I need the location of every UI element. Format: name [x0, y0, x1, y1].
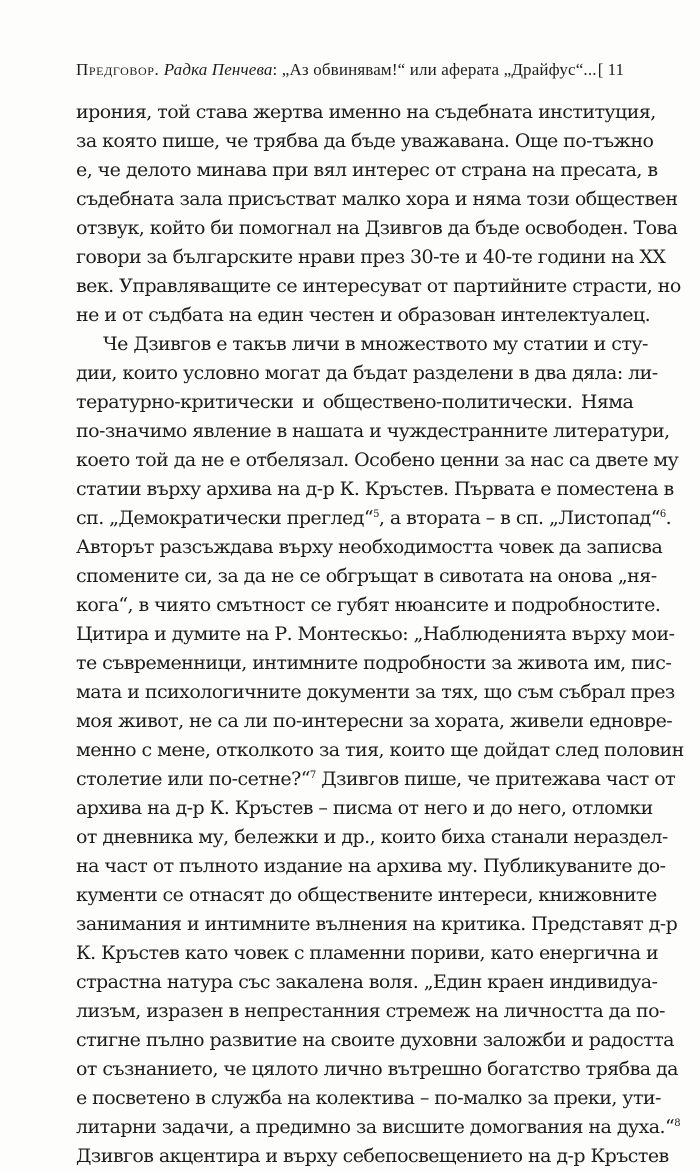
- text-segment: Цитира и думите на Р. Монтескьо: „Наблюденията върху мои-: [76, 623, 675, 645]
- text-segment: занимания и интимните вълнения на критика. Представят д-р: [76, 913, 678, 935]
- text-line: [76, 852, 666, 881]
- footnote-ref: 8: [674, 1118, 681, 1129]
- text-segment: ирония, той става жертва именно на съдебната институция,: [76, 101, 656, 123]
- text-line: [76, 446, 679, 475]
- text-segment: кога“, в чиято смътност се губят нюансите и подробностите.: [76, 594, 661, 616]
- text-line: [76, 504, 672, 533]
- text-segment: говори за българските нрави през 30-те и 40-те години на XX: [76, 246, 666, 268]
- text-line: [76, 98, 656, 127]
- text-segment: Че Дзивгов е такъв личи в множеството му статии и сту-: [103, 333, 648, 355]
- text-line: [76, 475, 674, 504]
- text-segment: архива на д-р К. Кръстев – писма от него и до него, отломки: [76, 797, 653, 819]
- text-segment: отзвук, който би помогнал на Дзивгов да бъде освободен. Това: [76, 217, 678, 239]
- text-segment: лизъм, изразен в непрестанния стремеж на личността да по-: [76, 1000, 665, 1022]
- text-segment: статии върху архива на д-р К. Кръстев. Първата е поместена в: [76, 478, 674, 500]
- text-segment: което той да не е отбелязал. Особено ценни за нас са двете му: [76, 449, 679, 471]
- text-line: [76, 823, 668, 852]
- text-line: [76, 707, 673, 736]
- text-line: [76, 417, 670, 446]
- text-line: [76, 1055, 678, 1084]
- text-line: [76, 939, 659, 968]
- text-segment: моя живот, не са ли по-интересни за хората, живели едновре-: [76, 710, 673, 732]
- text-segment: е посветено в служба на колектива – по-малко за преки, ути-: [76, 1087, 661, 1109]
- text-segment: съдебната зала присъстват малко хора и няма този обществен: [76, 188, 678, 210]
- text-segment: дии, които условно могат да бъдат разделени в два дяла: ли-: [76, 362, 658, 384]
- text-line: [76, 301, 651, 330]
- text-segment: на част от пълното издание на архива му. Публикуваните до-: [76, 855, 666, 877]
- text-segment: кументи се отнасят до обществените интереси, книжовните: [76, 884, 657, 906]
- text-segment: К. Кръстев като човек с пламенни пориви, като енергична и: [76, 942, 659, 964]
- text-line: [76, 881, 657, 910]
- text-line: [76, 214, 678, 243]
- text-line: [76, 533, 663, 562]
- text-segment: по-значимо явление в нашата и чуждестранните литератури,: [76, 420, 670, 442]
- text-line: [76, 794, 653, 823]
- text-line: [76, 359, 658, 388]
- text-line: [76, 678, 675, 707]
- footnote-ref: 6: [659, 509, 666, 520]
- running-head-section: Предговор.: [76, 60, 160, 79]
- text-line: [76, 1084, 661, 1113]
- text-line: [76, 330, 648, 359]
- body-text: [76, 98, 684, 1171]
- text-segment: .: [665, 507, 672, 529]
- text-line: [76, 1142, 669, 1171]
- text-segment: не и от съдбата на един честен и образован интелектуалец.: [76, 304, 651, 326]
- text-segment: спомените си, за да не се обгръщат в сивотата на онова „ня-: [76, 565, 657, 587]
- running-head-author: Радка Пенчева: [163, 60, 273, 79]
- footnote-ref: 5: [373, 509, 379, 520]
- text-segment: , а втората – в сп. „Листопад“: [378, 507, 660, 529]
- text-line: [76, 620, 675, 649]
- text-line: [76, 910, 678, 939]
- text-line: [76, 562, 657, 591]
- footnote-ref: 7: [309, 770, 316, 781]
- page-number: [ 11: [597, 60, 624, 79]
- text-line: [76, 243, 666, 272]
- text-line: [76, 649, 672, 678]
- text-line: [76, 765, 676, 794]
- text-line: [76, 1113, 681, 1142]
- running-head-title: : „Аз обвинявам!“ или аферата „Драйфус“...: [272, 60, 597, 79]
- text-segment: мата и психологичните документи за тях, що съм събрал през: [76, 681, 675, 703]
- text-line: [76, 185, 678, 214]
- text-line: [76, 591, 661, 620]
- text-segment: е, че делото минава при вял интерес от страна на пресата, в: [76, 159, 658, 181]
- text-segment: литарни задачи, а предимно за висшите домогвания на духа.“: [76, 1116, 675, 1138]
- text-segment: те съвременници, интимните подробности за живота им, пис-: [76, 652, 672, 674]
- text-segment: менно с мене, отколкото за тия, които ще дойдат след половин: [76, 739, 684, 761]
- text-segment: стигне пълно развитие на своите духовни заложби и радостта: [76, 1029, 674, 1051]
- text-segment: от съзнанието, че цялото лично вътрешно богатство трябва да: [76, 1058, 678, 1080]
- text-line: [76, 388, 634, 417]
- text-line: [76, 127, 654, 156]
- text-line: [76, 736, 684, 765]
- text-segment: век. Управляващите се интересуват от партийните страсти, но: [76, 275, 681, 297]
- text-line: [76, 156, 658, 185]
- text-segment: Дзивгов пише, че притежава част от: [315, 768, 676, 790]
- text-line: [76, 272, 681, 301]
- text-segment: от дневника му, бележки и др., които биха станали нераздел-: [76, 826, 668, 848]
- text-line: [76, 968, 658, 997]
- text-segment: сп. „Демократически преглед“: [76, 507, 374, 529]
- text-segment: за която пише, че трябва да бъде уважавана. Още по-тъжно: [76, 130, 654, 152]
- text-segment: тературно-критически и обществено-политически. Няма: [76, 391, 634, 413]
- text-segment: Дзивгов акцентира и върху себепосвещението на д-р Кръстев: [76, 1145, 669, 1167]
- text-segment: Авторът разсъждава върху необходимостта човек да записва: [76, 536, 663, 558]
- running-head: [76, 56, 636, 84]
- text-segment: столетие или по-сетне?“: [76, 768, 310, 790]
- text-segment: страстна натура със закалена воля. „Един краен индивидуа-: [76, 971, 658, 993]
- text-line: [76, 997, 665, 1026]
- text-line: [76, 1026, 674, 1055]
